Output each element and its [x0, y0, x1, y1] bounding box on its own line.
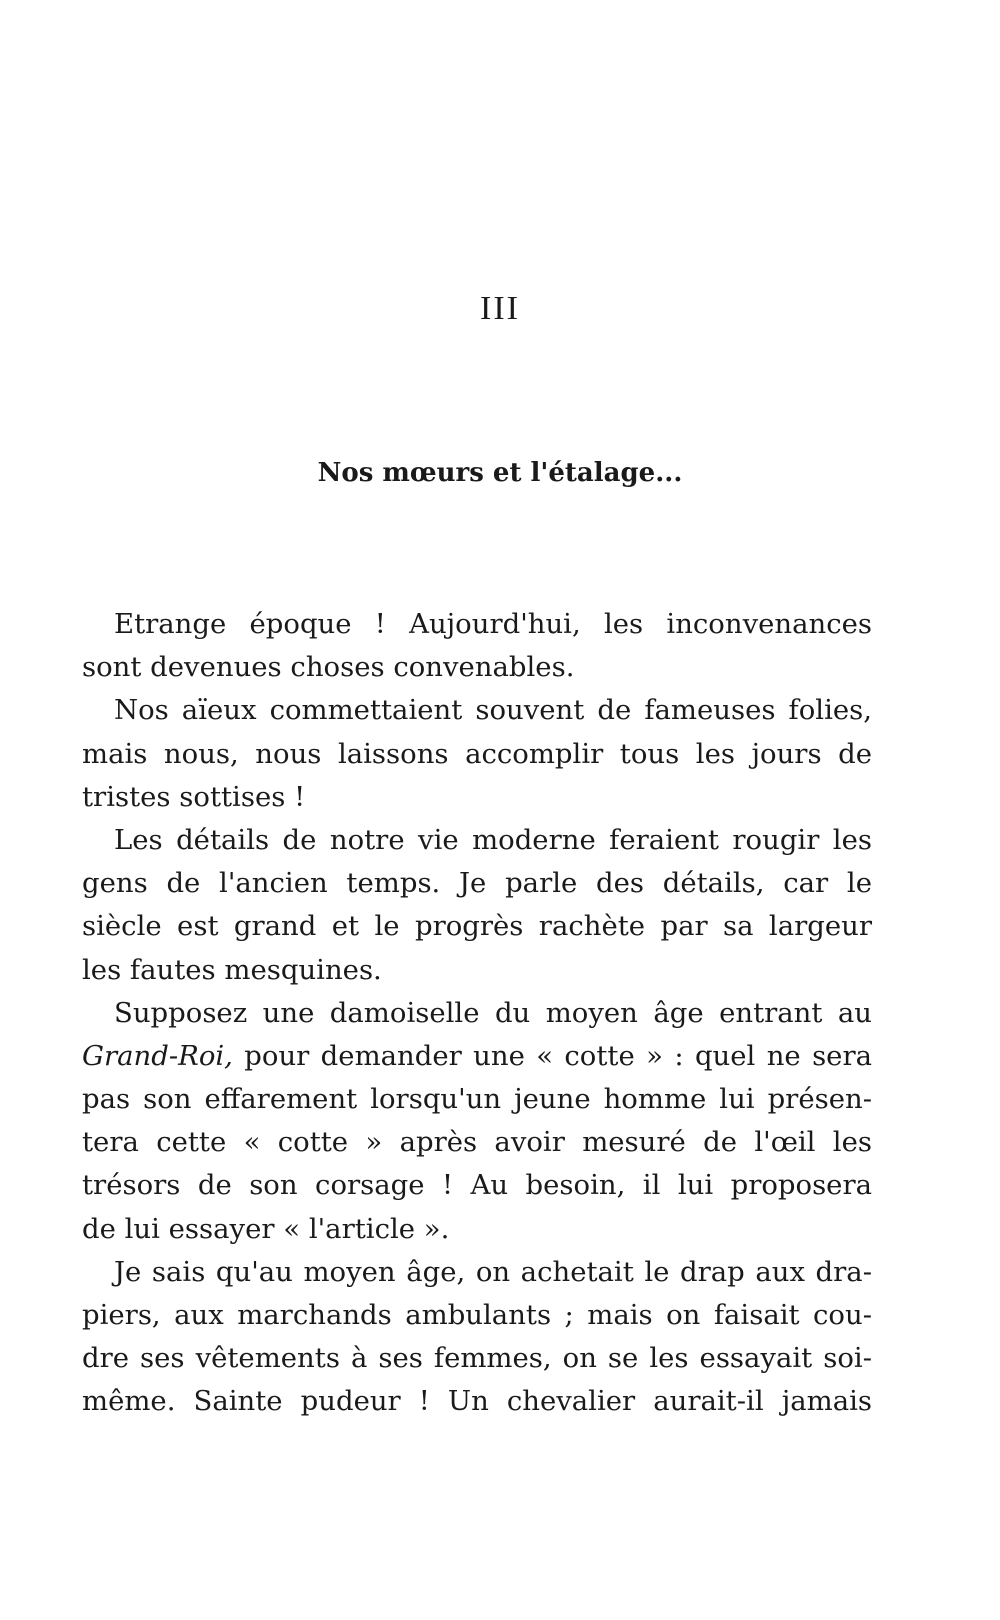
text-line-with-italic	[82, 1035, 872, 1078]
text-line: les fautes mesquines.	[82, 953, 382, 986]
text-line: dre ses vêtements à ses femmes, on se les essayait soi-	[82, 1342, 872, 1375]
text-line: Supposez une damoiselle du moyen âge entrant au	[114, 996, 872, 1029]
chapter-number: III	[480, 290, 520, 327]
text-line: de lui essayer « l'article ».	[82, 1212, 450, 1245]
text-line: mais nous, nous laissons accomplir tous les jours de	[82, 737, 872, 770]
text-line: sont devenues choses convenables.	[82, 651, 575, 684]
body-text	[82, 603, 872, 1424]
chapter-title: Nos mœurs et l'étalage...	[317, 458, 683, 488]
text-line: Les détails de notre vie moderne feraient rougir les	[114, 823, 872, 856]
text-line: gens de l'ancien temps. Je parle des détails, car le	[82, 867, 872, 900]
text-line-rest: pour demander une « cotte » : quel ne sera	[232, 1039, 872, 1072]
text-line: pas son effarement lorsqu'un jeune homme lui présen-	[82, 1083, 872, 1116]
text-line: tera cette « cotte » après avoir mesuré de l'œil les	[82, 1126, 872, 1159]
text-line: Nos aïeux commettaient souvent de fameuses folies,	[114, 694, 872, 727]
text-line: tristes sottises !	[82, 780, 306, 813]
text-line: trésors de son corsage ! Au besoin, il lui proposera	[82, 1169, 872, 1202]
text-line: siècle est grand et le progrès rachète par sa largeur	[82, 910, 872, 943]
italic-store-name: Grand-Roi,	[82, 1039, 233, 1072]
text-line: Etrange époque ! Aujourd'hui, les inconvenances	[114, 608, 872, 640]
text-line: même. Sainte pudeur ! Un chevalier aurait-il jamais	[82, 1385, 872, 1418]
text-line: Je sais qu'au moyen âge, on achetait le drap aux dra-	[114, 1255, 872, 1288]
text-line: piers, aux marchands ambulants ; mais on faisait cou-	[82, 1299, 872, 1331]
